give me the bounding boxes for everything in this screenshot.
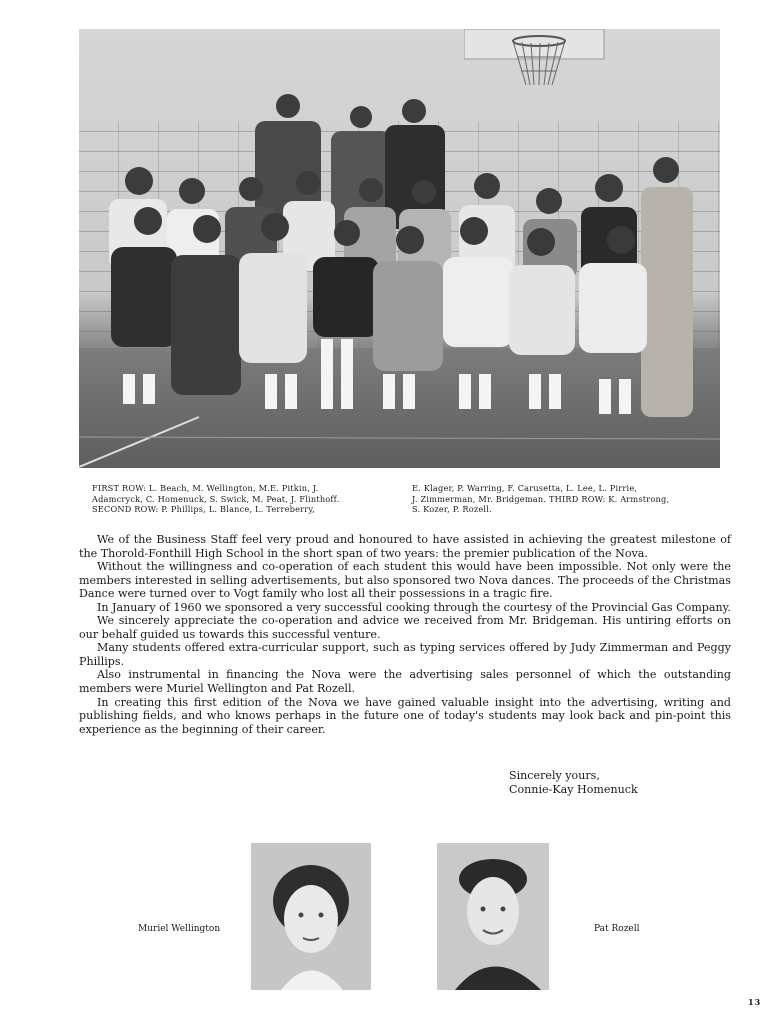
photo-caption-right (412, 483, 722, 515)
caption-line: SECOND ROW: P. Phillips, L. Blance, L. Terreberry, (92, 504, 315, 515)
letter-paragraph: We of the Business Staff feel very proud and honoured to have assisted in achieving the greatest milestone of the Thorold-Fonthill High School in the short span of two years: the premier publication of the Nova. (79, 533, 731, 560)
students-group (79, 29, 720, 468)
portrait-woman-icon (251, 843, 371, 990)
caption-line: Adamcryck, C. Homenuck, S. Swick, M. Peat, J. Flinthoff. (92, 493, 340, 504)
letter-paragraph: In January of 1960 we sponsored a very successful cooking through the courtesy of the Provincial Gas Company. (97, 600, 731, 614)
caption-line: E. Klager, P. Warring, F. Carusetta, L. Lee, L. Pirrie, (412, 483, 638, 493)
business-staff-letter (79, 533, 731, 736)
photo-caption-left (92, 483, 392, 515)
signature: Connie-Kay Homenuck (509, 783, 638, 796)
portrait-photo (437, 843, 549, 990)
page-number: 13 (748, 997, 762, 1007)
caption-line: S. Kozer, P. Rozell. (412, 504, 492, 515)
letter-paragraph: Also instrumental in financing the Nova were the advertising sales personnel of which the outstanding members were Muriel Wellington and Pat Rozell. (79, 668, 731, 696)
closing: Sincerely yours, (509, 769, 600, 782)
portrait-label: Pat Rozell (594, 924, 640, 934)
portrait-label: Muriel Wellington (138, 924, 221, 934)
letter-paragraph: Without the willingness and co-operation of each student this would have been impossible. Not only were the members interested in selling advertisements, but also sponsored two Nova dances. The proceeds of the Christmas Dance were turned over to Vogt family who lost all their possessions in a tragic fire. (79, 560, 731, 601)
caption-line: J. Zimmerman, Mr. Bridgeman. THIRD ROW: K. Armstrong, (412, 493, 670, 504)
letter-paragraph: Many students offered extra-curricular support, such as typing services offered by Judy Zimmerman and Peggy Phillips. (79, 641, 731, 668)
signoff (509, 769, 638, 797)
portrait-man-icon (437, 843, 549, 990)
group-photo (79, 29, 720, 468)
letter-paragraph: We sincerely appreciate the co-operation and advice we received from Mr. Bridgeman. His untiring efforts on our behalf guided us towards this successful venture. (79, 614, 731, 641)
letter-paragraph: In creating this first edition of the Nova we have gained valuable insight into the advertising, writing and publishing fields, and who knows perhaps in the future one of today's students may look back and pin-point this experience as the beginning of their career. (79, 695, 731, 736)
portrait-photo (251, 843, 371, 990)
caption-line: FIRST ROW: L. Beach, M. Wellington, M.E. Pitkin, J. (92, 483, 319, 493)
